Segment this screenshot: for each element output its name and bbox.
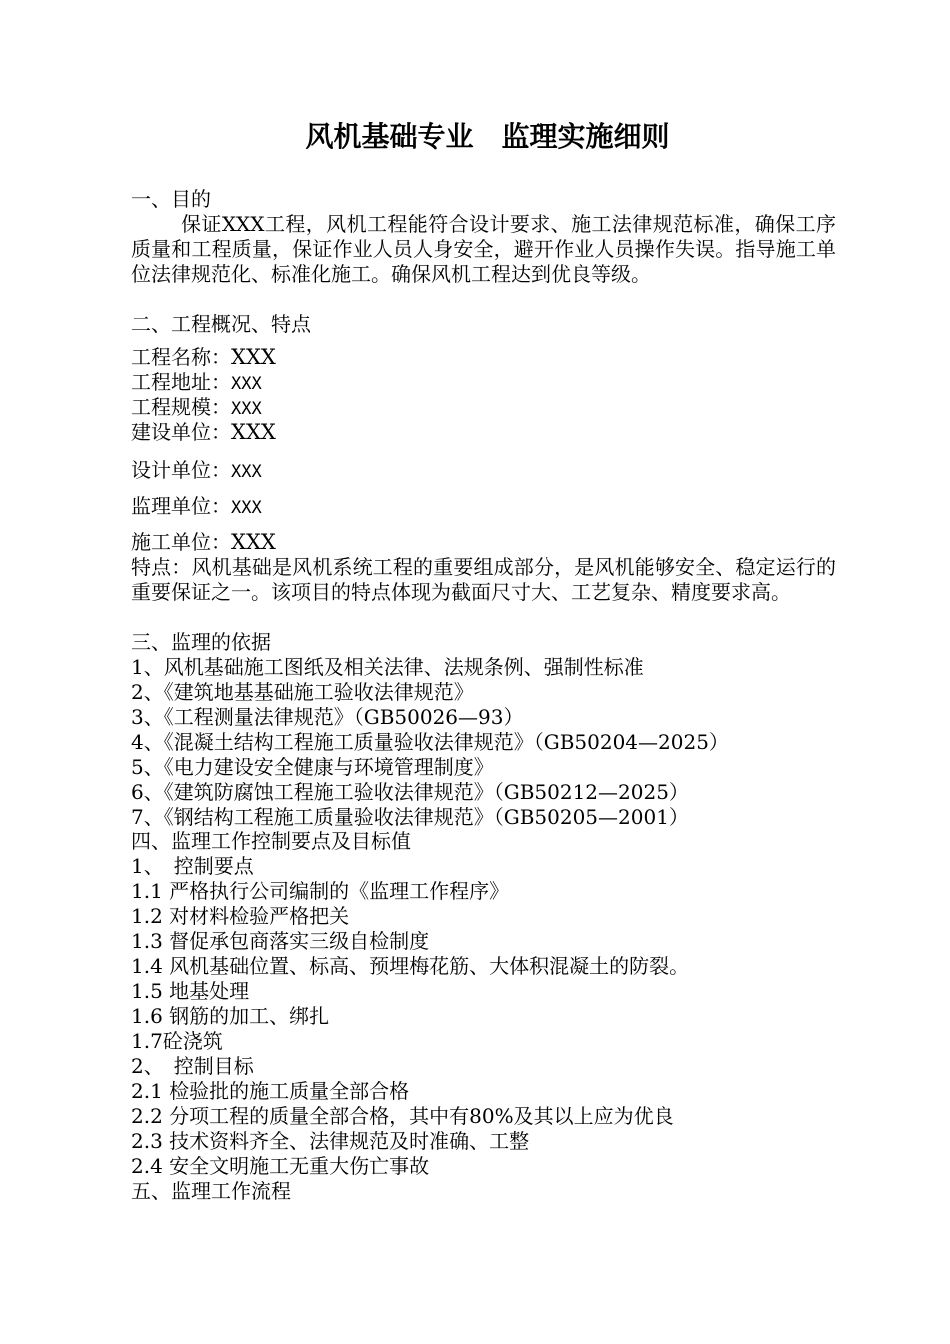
basis-item: 3、《工程测量法律规范》（GB50026—93）: [131, 705, 524, 729]
control-target-item: 2.4 安全文明施工无重大伤亡事故: [131, 1154, 430, 1178]
field-value: XXX: [231, 345, 276, 369]
control-point-item: 1.4 风机基础位置、标高、预埋梅花筋、大体积混凝土的防裂。: [131, 954, 690, 978]
control-point-item: 1.3 督促承包商落实三级自检制度: [131, 929, 430, 953]
section-heading-basis: 三、监理的依据: [131, 630, 271, 654]
subheading-control-targets: 2、 控制目标: [131, 1054, 254, 1078]
field-construction-unit: [131, 530, 836, 555]
basis-item: 1、风机基础施工图纸及相关法律、法规条例、强制性标准: [131, 655, 644, 679]
purpose-paragraph: 保证XXX工程，风机工程能符合设计要求、施工法律规范标准，确保工序质量和工程质量，保证作业人员人身安全，避开作业人员操作失误。指导施工单位法律规范化、标准化施工。确保风机工程达到优良等级。: [131, 212, 836, 286]
basis-item: 5、《电力建设安全健康与环境管理制度》: [131, 755, 494, 779]
subheading-control-points: 1、 控制要点: [131, 854, 254, 878]
field-value: XXX: [231, 374, 262, 394]
field-project-scale: [131, 395, 836, 422]
field-value: XXX: [231, 420, 276, 444]
field-label: 工程地址：: [131, 370, 231, 394]
basis-item: 4、《混凝土结构工程施工质量验收法律规范》（GB50204—2025）: [131, 730, 729, 754]
field-label: 工程规模：: [131, 395, 231, 419]
field-project-name: [131, 345, 836, 370]
control-target-item: 2.3 技术资料齐全、法律规范及时准确、工整: [131, 1129, 530, 1153]
page-title: 风机基础专业 监理实施细则: [305, 120, 670, 153]
field-label: 设计单位：: [131, 458, 231, 482]
field-value: XXX: [231, 530, 276, 554]
basis-item: 2、《建筑地基基础施工验收法律规范》: [131, 680, 474, 704]
control-point-item: 1.6 钢筋的加工、绑扎: [131, 1004, 330, 1028]
basis-item: 7、《钢结构工程施工质量验收法律规范》（GB50205—2001）: [131, 805, 689, 829]
field-value: XXX: [231, 399, 262, 419]
field-label: 监理单位：: [131, 494, 231, 518]
field-label: 工程名称：: [131, 345, 231, 369]
features-paragraph: 特点：风机基础是风机系统工程的重要组成部分，是风机能够安全、稳定运行的重要保证之一。该项目的特点体现为截面尺寸大、工艺复杂、精度要求高。: [131, 555, 836, 604]
field-value: XXX: [231, 462, 262, 482]
field-value: XXX: [231, 498, 262, 518]
field-supervision-unit: [131, 494, 836, 521]
control-point-item: 1.7砼浇筑: [131, 1029, 223, 1053]
field-design-unit: [131, 458, 836, 485]
field-project-address: [131, 370, 836, 397]
field-label: 施工单位：: [131, 530, 231, 554]
control-target-item: 2.1 检验批的施工质量全部合格: [131, 1079, 410, 1103]
basis-item: 6、《建筑防腐蚀工程施工验收法律规范》（GB50212—2025）: [131, 780, 689, 804]
field-owner-unit: [131, 420, 836, 445]
control-target-item: 2.2 分项工程的质量全部合格，其中有80%及其以上应为优良: [131, 1104, 674, 1128]
control-point-item: 1.5 地基处理: [131, 979, 250, 1003]
section-heading-workflow: 五、监理工作流程: [131, 1179, 291, 1203]
section-heading-control: 四、监理工作控制要点及目标值: [131, 829, 411, 853]
section-heading-overview: 二、工程概况、特点: [131, 312, 311, 336]
section-heading-purpose: 一、目的: [131, 187, 211, 211]
field-label: 建设单位：: [131, 420, 231, 444]
control-point-item: 1.2 对材料检验严格把关: [131, 904, 350, 928]
control-point-item: 1.1 严格执行公司编制的《监理工作程序》: [131, 879, 510, 903]
